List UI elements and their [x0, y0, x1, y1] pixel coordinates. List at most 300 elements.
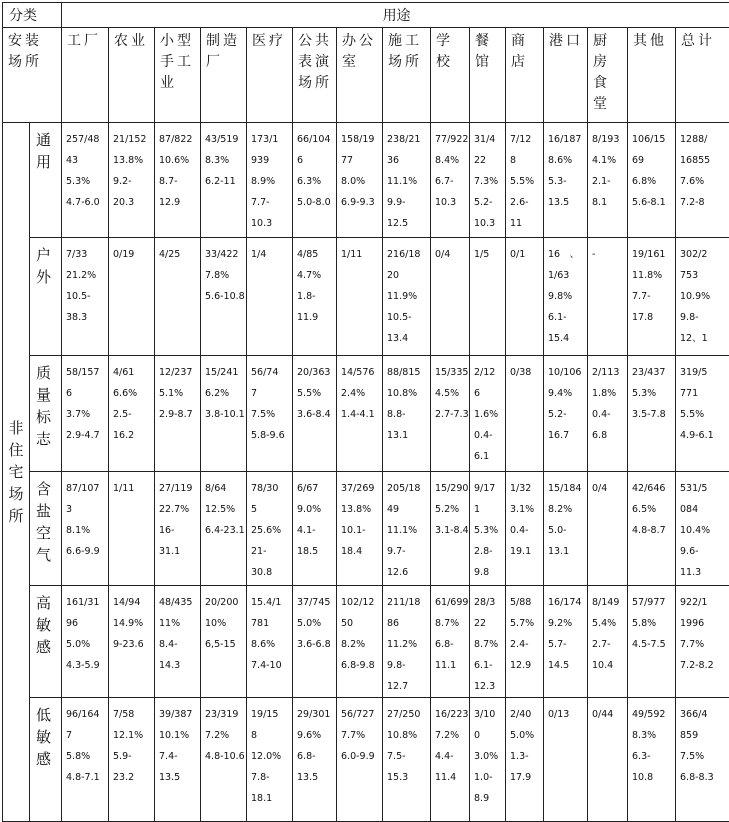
cell-line: 9.7- — [387, 541, 428, 562]
cell-line: 8.8- — [387, 404, 428, 425]
table-row — [3, 586, 729, 698]
section-label-text: 非住宅场所 — [7, 417, 25, 527]
cell-line: 23.2 — [113, 767, 152, 788]
table-cell — [109, 586, 155, 698]
table-cell — [628, 698, 676, 822]
cell-line: 61/699 — [435, 592, 467, 613]
cell-line: 1 — [474, 499, 503, 520]
table-cell — [431, 238, 470, 356]
table-cell — [293, 356, 337, 472]
table-cell — [62, 356, 109, 472]
cell-line: 10.6% — [159, 150, 198, 171]
table-cell — [506, 356, 544, 472]
cell-line: 22 — [474, 613, 503, 634]
cell-line: 5.9- — [113, 746, 152, 767]
cell-line: 5.4% — [592, 613, 625, 634]
cell-line: 7.5% — [251, 404, 290, 425]
cell-line: 7.4-10 — [251, 655, 290, 676]
cell-line: 6.8 — [592, 425, 625, 446]
cell-line: 1.0- — [474, 767, 503, 788]
cell-line: 4.7-6.0 — [66, 192, 106, 213]
cell-line: 6/67 — [297, 478, 334, 499]
column-header: 医疗 — [247, 28, 293, 123]
cell-line: 87/107 — [66, 478, 106, 499]
cell-line: 1.3- — [510, 746, 541, 767]
cell-line: 7.2% — [205, 725, 244, 746]
cell-line: 8.9 — [474, 788, 503, 809]
table-cell — [544, 472, 588, 586]
location-header: 安装场所 — [3, 28, 62, 123]
cell-line: 8.4- — [159, 634, 198, 655]
cell-line: 33/422 — [205, 244, 244, 265]
table-cell — [383, 356, 431, 472]
table-cell — [247, 472, 293, 586]
cell-line: 18.5 — [297, 541, 334, 562]
table-cell — [431, 698, 470, 822]
cell-line: 8/193 — [592, 129, 625, 150]
cell-line: 66/104 — [297, 129, 334, 150]
cell-line: 12.5% — [205, 499, 244, 520]
cell-line: 211/18 — [387, 592, 428, 613]
cell-line: 238/21 — [387, 129, 428, 150]
cell-line: 11.1% — [387, 171, 428, 192]
cell-line: 1288/ — [680, 129, 728, 150]
cell-line: 10.5- — [387, 307, 428, 328]
cell-line: 9.6- — [680, 541, 728, 562]
column-header: 公共表演场所 — [293, 28, 337, 123]
cell-line: 4.1% — [592, 150, 625, 171]
table-cell — [62, 586, 109, 698]
table-cell — [676, 123, 729, 238]
cell-line: 4/85 — [297, 244, 334, 265]
cell-line: 4.4- — [435, 746, 467, 767]
column-header: 餐馆 — [470, 28, 506, 123]
cell-line: 42/646 — [632, 478, 673, 499]
table-cell — [470, 356, 506, 472]
cell-line: 37/269 — [341, 478, 380, 499]
cell-line: 8.7- — [159, 171, 198, 192]
cell-line: 8.4% — [435, 150, 467, 171]
cell-line: 8.1% — [66, 520, 106, 541]
category-header: 分类 — [3, 3, 62, 28]
cell-line: 158/19 — [341, 129, 380, 150]
column-header: 厨房食堂 — [588, 28, 628, 123]
cell-line: 8.3% — [632, 725, 673, 746]
cell-line: 3 — [66, 499, 106, 520]
cell-line: 8.7% — [435, 613, 467, 634]
cell-line: 14.5 — [548, 655, 585, 676]
cell-line: 38.3 — [66, 307, 106, 328]
cell-line: 57/977 — [632, 592, 673, 613]
cell-line: 8.3% — [205, 150, 244, 171]
cell-line: 56/727 — [341, 704, 380, 725]
table-cell — [628, 123, 676, 238]
column-header: 总计 — [676, 28, 729, 123]
cell-line: 5.0- — [548, 520, 585, 541]
cell-line: 4/61 — [113, 362, 152, 383]
cell-line: 1.4-4.1 — [341, 404, 380, 425]
cell-line: 5.8-9.6 — [251, 425, 290, 446]
cell-line: 20/200 — [205, 592, 244, 613]
cell-line: 43 — [66, 150, 106, 171]
cell-line: 1/4 — [251, 244, 290, 265]
table-cell — [588, 472, 628, 586]
cell-line: 2.7-7.3 — [435, 404, 467, 425]
cell-line: 3.1-8.4 — [435, 520, 467, 541]
table-cell — [544, 698, 588, 822]
cell-line: 6.1 — [474, 446, 503, 467]
cell-line: 9.8- — [680, 307, 728, 328]
cell-line: 8.6% — [548, 150, 585, 171]
table-cell — [628, 356, 676, 472]
cell-line: 22 — [474, 150, 503, 171]
cell-line: 10.9% — [680, 286, 728, 307]
cell-line: 49 — [387, 499, 428, 520]
cell-line: 20/363 — [297, 362, 334, 383]
cell-line: 771 — [680, 383, 728, 404]
cell-line: 4.5-7.5 — [632, 634, 673, 655]
cell-line: 6 — [297, 150, 334, 171]
cell-line: 6.1- — [474, 655, 503, 676]
cell-line: 16 、 — [548, 244, 585, 265]
cell-line: 9/17 — [474, 478, 503, 499]
cell-line: 302/2 — [680, 244, 728, 265]
cell-line: 106/15 — [632, 129, 673, 150]
cell-line: 2.8- — [474, 541, 503, 562]
cell-line: 9.4% — [548, 383, 585, 404]
cell-line: 13.5 — [159, 767, 198, 788]
table-cell — [588, 586, 628, 698]
cell-line: 5.7% — [510, 613, 541, 634]
column-header: 施工场所 — [383, 28, 431, 123]
cell-line: 77 — [341, 150, 380, 171]
cell-line: 939 — [251, 150, 290, 171]
cell-line: 13.4 — [387, 328, 428, 349]
cell-line: 161/31 — [66, 592, 106, 613]
table-cell — [676, 698, 729, 822]
row-label — [30, 698, 62, 822]
cell-line: 18.1 — [251, 788, 290, 809]
cell-line: 25.6% — [251, 520, 290, 541]
table-cell — [506, 698, 544, 822]
cell-line: 5.0% — [510, 725, 541, 746]
cell-line: 28/3 — [474, 592, 503, 613]
cell-line: 6.3% — [297, 171, 334, 192]
cell-line: 0/1 — [510, 244, 541, 265]
row-label — [30, 123, 62, 238]
cell-line: 16855 — [680, 150, 728, 171]
cell-line: 922/1 — [680, 592, 728, 613]
cell-line: 15.4/1 — [251, 592, 290, 613]
cell-line: 12.3 — [474, 676, 503, 697]
cell-line: 7 — [251, 383, 290, 404]
table-cell — [676, 238, 729, 356]
cell-line: 14/576 — [341, 362, 380, 383]
row-label-text: 户外 — [36, 244, 54, 288]
cell-line: 17.8 — [632, 307, 673, 328]
table-cell — [62, 238, 109, 356]
cell-line: 6.8-9.8 — [341, 655, 380, 676]
section-label — [3, 123, 30, 822]
cell-line: 10/106 — [548, 362, 585, 383]
cell-line: 7.8% — [205, 265, 244, 286]
table-cell — [628, 586, 676, 698]
cell-line: 1996 — [680, 613, 728, 634]
cell-line: 19/161 — [632, 244, 673, 265]
cell-line: 102/12 — [341, 592, 380, 613]
cell-line: 5 — [251, 499, 290, 520]
cell-line: 5.3% — [632, 383, 673, 404]
cell-line: 10.1- — [341, 520, 380, 541]
cell-line: 88/815 — [387, 362, 428, 383]
table-cell — [109, 472, 155, 586]
cell-line: 4.9-6.1 — [680, 425, 728, 446]
cell-line: 10.3 — [435, 192, 467, 213]
cell-line: 37/745 — [297, 592, 334, 613]
cell-line: 7.7- — [251, 192, 290, 213]
table-row — [3, 356, 729, 472]
cell-line: 8.6% — [251, 634, 290, 655]
cell-line: 10.4 — [592, 655, 625, 676]
cell-line: 7/33 — [66, 244, 106, 265]
row-label-text: 通用 — [36, 129, 54, 173]
cell-line: 781 — [251, 613, 290, 634]
table-cell — [293, 472, 337, 586]
cell-line: 7.2-8.2 — [680, 655, 728, 676]
cell-line: 5.1% — [159, 383, 198, 404]
cell-line: 50 — [341, 613, 380, 634]
cell-line: 5.3% — [474, 520, 503, 541]
table-cell — [431, 586, 470, 698]
cell-line: 12.9 — [159, 192, 198, 213]
cell-line: 3.6-6.8 — [297, 634, 334, 655]
table-cell — [337, 472, 383, 586]
cell-line: 859 — [680, 725, 728, 746]
cell-line: 11.9% — [387, 286, 428, 307]
cell-line: 1/5 — [474, 244, 503, 265]
cell-line: 5.5% — [297, 383, 334, 404]
cell-line: 9.2% — [548, 613, 585, 634]
usage-header: 用途 — [62, 3, 729, 28]
cell-line: 39/387 — [159, 704, 198, 725]
cell-line: 30.8 — [251, 562, 290, 583]
table-cell — [109, 356, 155, 472]
cell-line: 6.6% — [113, 383, 152, 404]
table-cell — [247, 123, 293, 238]
cell-line: 2.4- — [510, 634, 541, 655]
table-cell — [506, 238, 544, 356]
cell-line: 15/184 — [548, 478, 585, 499]
cell-line: 0/4 — [435, 244, 467, 265]
cell-line: 1.6% — [474, 404, 503, 425]
cell-line: 29/301 — [297, 704, 334, 725]
cell-line: 13.5 — [548, 192, 585, 213]
cell-line: 5.6-10.8 — [205, 286, 244, 307]
cell-line: 7/58 — [113, 704, 152, 725]
table-cell — [247, 586, 293, 698]
cell-line: 13.8% — [341, 499, 380, 520]
cell-line: 0/44 — [592, 704, 625, 725]
cell-line: 2.6- — [510, 192, 541, 213]
cell-line: 11 — [510, 213, 541, 234]
cell-line: 96 — [66, 613, 106, 634]
cell-line: 15/290 — [435, 478, 467, 499]
cell-line: 2.9-8.7 — [159, 404, 198, 425]
cell-line: 23/319 — [205, 704, 244, 725]
table-cell — [247, 698, 293, 822]
cell-line: 4.5% — [435, 383, 467, 404]
column-header: 学校 — [431, 28, 470, 123]
cell-line: 084 — [680, 499, 728, 520]
table-row — [3, 472, 729, 586]
cell-line: 0 — [474, 725, 503, 746]
cell-line: 16/174 — [548, 592, 585, 613]
table-cell — [62, 698, 109, 822]
table-cell — [383, 238, 431, 356]
cell-line: 12.5 — [387, 213, 428, 234]
cell-line: 2.5- — [113, 404, 152, 425]
column-header: 其他 — [628, 28, 676, 123]
table-cell — [62, 472, 109, 586]
cell-line: 16.2 — [113, 425, 152, 446]
cell-line: 531/5 — [680, 478, 728, 499]
cell-line: 16/223 — [435, 704, 467, 725]
cell-line: 10.3 — [474, 213, 503, 234]
cell-line: 8.9% — [251, 171, 290, 192]
cell-line: 5.0% — [66, 634, 106, 655]
table-cell — [109, 698, 155, 822]
cell-line: 0/38 — [510, 362, 541, 383]
cell-line: 13.8% — [113, 150, 152, 171]
cell-line: 7 — [66, 725, 106, 746]
table-cell — [155, 472, 201, 586]
cell-line: 8.1 — [592, 192, 625, 213]
cell-line: 6.8-8.3 — [680, 767, 728, 788]
cell-line: 9.8% — [548, 286, 585, 307]
cell-line: 12.9 — [510, 655, 541, 676]
cell-line: 15.3 — [387, 767, 428, 788]
table-cell — [337, 698, 383, 822]
cell-line: 6.6-9.9 — [66, 541, 106, 562]
cell-line: 0.4- — [510, 520, 541, 541]
column-header-row — [3, 28, 729, 123]
table-cell — [293, 123, 337, 238]
cell-line: 5/88 — [510, 592, 541, 613]
table-cell — [470, 123, 506, 238]
table-cell — [431, 356, 470, 472]
cell-line: 6.5% — [632, 499, 673, 520]
cell-line: 6 — [474, 383, 503, 404]
cell-line: 86 — [387, 613, 428, 634]
cell-line: 7.2-8 — [680, 192, 728, 213]
cell-line: 19.1 — [510, 541, 541, 562]
cell-line: 69 — [632, 150, 673, 171]
cell-line: 10.4% — [680, 520, 728, 541]
cell-line: 4.8-7.1 — [66, 767, 106, 788]
data-table — [2, 2, 729, 822]
table-cell — [155, 123, 201, 238]
cell-line: 6 — [66, 383, 106, 404]
cell-line: 5.2% — [435, 499, 467, 520]
table-cell — [293, 586, 337, 698]
cell-line: 9.8- — [387, 655, 428, 676]
cell-line: 6.2% — [205, 383, 244, 404]
table-cell — [383, 123, 431, 238]
cell-line: 9.0% — [297, 499, 334, 520]
cell-line: 43/519 — [205, 129, 244, 150]
table-cell — [247, 238, 293, 356]
cell-line: 6.9-9.3 — [341, 192, 380, 213]
table-cell — [431, 472, 470, 586]
cell-line: 13.1 — [548, 541, 585, 562]
cell-line: 8.7% — [474, 634, 503, 655]
table-cell — [201, 238, 247, 356]
cell-line: 753 — [680, 265, 728, 286]
cell-line: 14/94 — [113, 592, 152, 613]
cell-line: 7.8- — [251, 767, 290, 788]
row-label — [30, 238, 62, 356]
cell-line: 3.7% — [66, 404, 106, 425]
row-label — [30, 586, 62, 698]
cell-line: 15/335 — [435, 362, 467, 383]
table-cell — [431, 123, 470, 238]
cell-line: 4/25 — [159, 244, 198, 265]
table-cell — [506, 586, 544, 698]
cell-line: 21.2% — [66, 265, 106, 286]
cell-line: 14.3 — [159, 655, 198, 676]
cell-line: 10.1% — [159, 725, 198, 746]
cell-line: 10% — [205, 613, 244, 634]
table-cell — [337, 238, 383, 356]
table-cell — [506, 472, 544, 586]
cell-line: 2.1- — [592, 171, 625, 192]
cell-line: 257/48 — [66, 129, 106, 150]
cell-line: 21/152 — [113, 129, 152, 150]
cell-line: 6.1- — [548, 307, 585, 328]
cell-line: 10.8% — [387, 383, 428, 404]
column-header: 小型手工业 — [155, 28, 201, 123]
cell-line: 9.2- — [113, 171, 152, 192]
cell-line: 5.8% — [632, 613, 673, 634]
cell-line: 16.7 — [548, 425, 585, 446]
cell-line: - — [592, 244, 625, 265]
cell-line: 8.2% — [548, 499, 585, 520]
cell-line: 2/113 — [592, 362, 625, 383]
cell-line: 5.6-8.1 — [632, 192, 673, 213]
cell-line: 8/149 — [592, 592, 625, 613]
cell-line: 58/157 — [66, 362, 106, 383]
cell-line: 12.0% — [251, 746, 290, 767]
cell-line: 10.3 — [251, 213, 290, 234]
cell-line: 13.1 — [387, 425, 428, 446]
cell-line: 7.3% — [474, 171, 503, 192]
cell-line: 11.9 — [297, 307, 334, 328]
cell-line: 27/119 — [159, 478, 198, 499]
cell-line: 2.4% — [341, 383, 380, 404]
table-cell — [337, 356, 383, 472]
cell-line: 319/5 — [680, 362, 728, 383]
cell-line: 7.5% — [680, 746, 728, 767]
cell-line: 5.2- — [548, 404, 585, 425]
cell-line: 12.7 — [387, 676, 428, 697]
cell-line: 9.6% — [297, 725, 334, 746]
cell-line: 4.8-10.6 — [205, 746, 244, 767]
cell-line: 6.4-23.1 — [205, 520, 244, 541]
cell-line: 6.0-9.9 — [341, 746, 380, 767]
cell-line: 31/4 — [474, 129, 503, 150]
cell-line: 3/10 — [474, 704, 503, 725]
table-cell — [676, 356, 729, 472]
